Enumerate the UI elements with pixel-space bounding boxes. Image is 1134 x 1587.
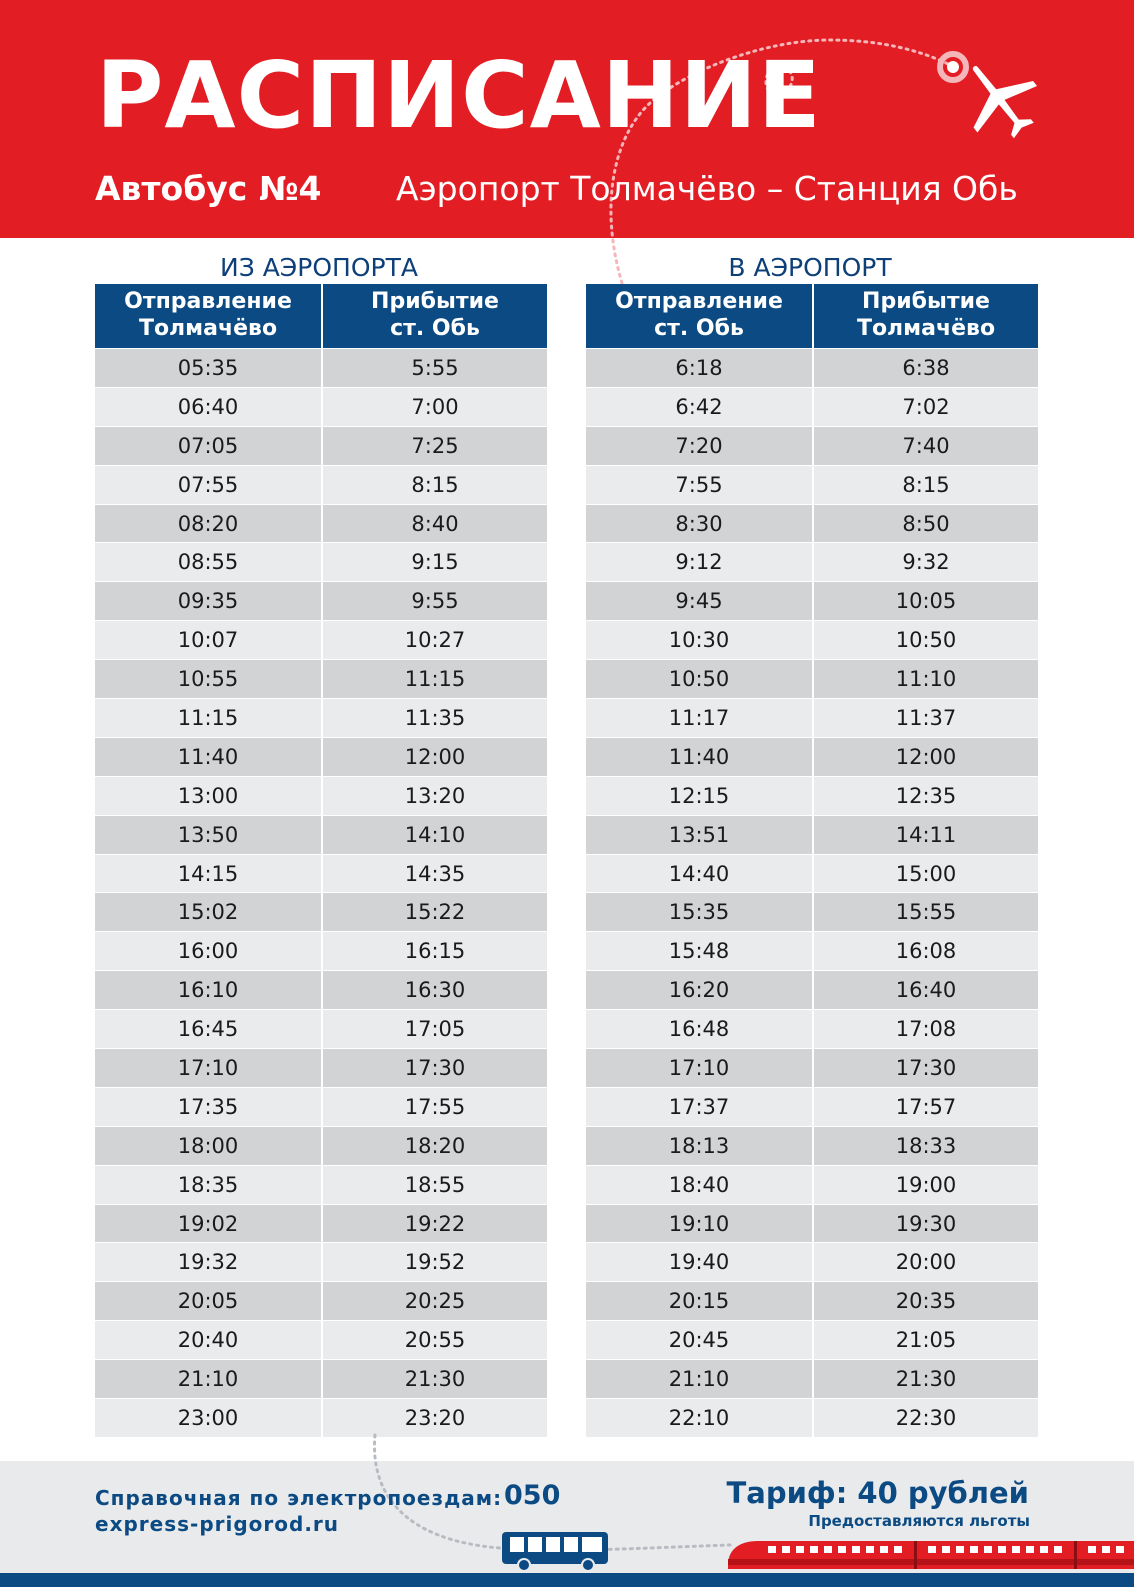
departure-time: 18:35	[177, 1172, 239, 1197]
table-row	[586, 1359, 1038, 1398]
train-icon	[728, 1535, 1134, 1573]
departure-time: 11:15	[177, 706, 239, 731]
arrival-time: 21:30	[321, 1360, 547, 1398]
table-body	[95, 348, 547, 1437]
arrival-time: 12:00	[812, 738, 1038, 776]
arrival-time: 22:30	[812, 1399, 1038, 1437]
arrival-time: 17:55	[321, 1088, 547, 1126]
arrival-time: 8:15	[812, 466, 1038, 504]
departure-time: 11:17	[668, 706, 730, 731]
arrival-time: 13:20	[321, 777, 547, 815]
table-row	[95, 1009, 547, 1048]
departure-time: 11:40	[668, 744, 730, 769]
arrival-time: 17:05	[321, 1010, 547, 1048]
arrival-time: 8:50	[812, 505, 1038, 543]
arrival-time: 17:30	[812, 1049, 1038, 1087]
arrival-time: 19:00	[812, 1166, 1038, 1204]
arrival-time: 23:20	[321, 1399, 547, 1437]
arrival-time: 20:00	[812, 1243, 1038, 1281]
arrival-time: 7:02	[812, 388, 1038, 426]
departure-time: 12:15	[668, 783, 730, 808]
bus-number-label: Автобус №4	[95, 169, 322, 208]
route-label: Аэропорт Толмачёво – Станция Обь	[396, 169, 1018, 208]
header-departure-tolmachevo	[95, 284, 321, 348]
table-row	[95, 348, 547, 387]
table-row	[95, 1320, 547, 1359]
arrival-time: 7:40	[812, 427, 1038, 465]
table-row	[95, 465, 547, 504]
table-row	[586, 387, 1038, 426]
arrival-time: 21:05	[812, 1321, 1038, 1359]
table-row	[586, 931, 1038, 970]
table-row	[586, 542, 1038, 581]
table-row	[586, 854, 1038, 893]
arrival-time: 7:25	[321, 427, 547, 465]
header-line: Прибытие	[862, 289, 990, 314]
arrival-time: 16:08	[812, 932, 1038, 970]
arrival-time: 21:30	[812, 1360, 1038, 1398]
table-row	[95, 1165, 547, 1204]
departure-time: 19:10	[668, 1211, 730, 1236]
header-arrival-ob	[321, 284, 547, 348]
arrival-time: 9:55	[321, 582, 547, 620]
arrival-time: 7:00	[321, 388, 547, 426]
departure-time: 10:50	[668, 667, 730, 692]
departure-time: 22:10	[668, 1406, 730, 1431]
table-row	[586, 815, 1038, 854]
page-title: РАСПИСАНИЕ	[96, 42, 822, 149]
table-row	[586, 1087, 1038, 1126]
departure-time: 9:45	[675, 589, 723, 614]
departure-time: 18:40	[668, 1172, 730, 1197]
departure-time: 08:20	[177, 511, 239, 536]
table-row	[95, 1359, 547, 1398]
table-row	[95, 970, 547, 1009]
arrival-time: 20:55	[321, 1321, 547, 1359]
table-row	[95, 581, 547, 620]
table-row	[95, 776, 547, 815]
header-arrival-tolmachevo	[812, 284, 1038, 348]
table-row	[586, 1126, 1038, 1165]
departure-time: 19:32	[177, 1250, 239, 1275]
arrival-time: 15:55	[812, 893, 1038, 931]
header-line: ст. Обь	[654, 316, 744, 341]
bus-icon	[500, 1530, 612, 1572]
table-row	[586, 1242, 1038, 1281]
departure-time: 6:18	[675, 356, 723, 380]
table-row	[586, 426, 1038, 465]
departure-time: 7:55	[675, 472, 723, 497]
website-link[interactable]: express-prigorod.ru	[95, 1512, 340, 1536]
departure-time: 17:10	[177, 1056, 239, 1081]
table-row	[586, 1320, 1038, 1359]
table-row	[586, 1398, 1038, 1437]
airplane-icon	[955, 55, 1045, 145]
departure-time: 17:37	[668, 1094, 730, 1119]
departure-time: 9:12	[675, 550, 723, 575]
table-row	[95, 1398, 547, 1437]
to-airport-title: В АЭРОПОРТ	[728, 253, 892, 282]
departure-time: 16:00	[177, 939, 239, 964]
departure-time: 14:15	[177, 861, 239, 886]
arrival-time: 17:30	[321, 1049, 547, 1087]
table-row	[586, 892, 1038, 931]
header-line: ст. Обь	[390, 316, 480, 341]
arrival-time: 11:15	[321, 660, 547, 698]
departure-time: 14:40	[668, 861, 730, 886]
table-row	[586, 970, 1038, 1009]
arrival-time: 9:32	[812, 543, 1038, 581]
departure-time: 15:48	[668, 939, 730, 964]
arrival-time: 17:08	[812, 1010, 1038, 1048]
table-row	[95, 815, 547, 854]
table-row	[95, 1242, 547, 1281]
table-row	[95, 1281, 547, 1320]
arrival-time: 10:50	[812, 621, 1038, 659]
departure-time: 8:30	[675, 511, 723, 536]
arrival-time: 12:00	[321, 738, 547, 776]
footer-stripe	[0, 1573, 1134, 1587]
help-line-number[interactable]: 050	[504, 1480, 561, 1511]
departure-time: 11:40	[177, 744, 239, 769]
departure-time: 10:55	[177, 667, 239, 692]
departure-time: 16:45	[177, 1017, 239, 1042]
arrival-time: 15:00	[812, 855, 1038, 893]
arrival-time: 20:25	[321, 1282, 547, 1320]
table-header	[586, 284, 1038, 348]
table-row	[586, 698, 1038, 737]
table-row	[586, 1204, 1038, 1243]
departure-time: 10:30	[668, 628, 730, 653]
departure-time: 6:42	[675, 394, 723, 419]
table-row	[586, 465, 1038, 504]
arrival-time: 10:05	[812, 582, 1038, 620]
departure-time: 07:55	[177, 472, 239, 497]
arrival-time: 12:35	[812, 777, 1038, 815]
departure-time: 20:40	[177, 1328, 239, 1353]
table-row	[586, 659, 1038, 698]
from-airport-table	[95, 284, 547, 1437]
arrival-time: 14:11	[812, 816, 1038, 854]
header-departure-ob	[586, 284, 812, 348]
departure-time: 17:35	[177, 1094, 239, 1119]
departure-time: 10:07	[177, 628, 239, 653]
departure-time: 23:00	[177, 1406, 239, 1431]
departure-time: 17:10	[668, 1056, 730, 1081]
table-row	[95, 387, 547, 426]
table-row	[586, 348, 1038, 387]
table-row	[586, 1281, 1038, 1320]
departure-time: 13:50	[177, 822, 239, 847]
to-airport-table	[586, 284, 1038, 1437]
arrival-time: 14:35	[321, 855, 547, 893]
departure-time: 16:48	[668, 1017, 730, 1042]
arrival-time: 10:27	[321, 621, 547, 659]
departure-time: 18:00	[177, 1133, 239, 1158]
departure-time: 05:35	[177, 356, 239, 380]
table-header	[95, 284, 547, 348]
arrival-time: 16:15	[321, 932, 547, 970]
departure-time: 16:10	[177, 978, 239, 1003]
table-row	[586, 737, 1038, 776]
table-row	[95, 854, 547, 893]
arrival-time: 11:37	[812, 699, 1038, 737]
departure-time: 21:10	[177, 1367, 239, 1392]
table-row	[95, 737, 547, 776]
table-row	[586, 581, 1038, 620]
arrival-time: 16:30	[321, 971, 547, 1009]
table-row	[95, 542, 547, 581]
arrival-time: 20:35	[812, 1282, 1038, 1320]
departure-time: 20:45	[668, 1328, 730, 1353]
arrival-time: 11:35	[321, 699, 547, 737]
benefits-note: Предоставляются льготы	[808, 1512, 1030, 1530]
departure-time: 16:20	[668, 978, 730, 1003]
departure-time: 08:55	[177, 550, 239, 575]
departure-time: 20:05	[177, 1289, 239, 1314]
table-row	[586, 620, 1038, 659]
from-airport-title: ИЗ АЭРОПОРТА	[220, 253, 418, 282]
arrival-time: 11:10	[812, 660, 1038, 698]
departure-time: 19:02	[177, 1211, 239, 1236]
table-row	[95, 892, 547, 931]
table-row	[95, 1087, 547, 1126]
fare-label: Тариф: 40 рублей	[726, 1476, 1029, 1510]
arrival-time: 19:30	[812, 1205, 1038, 1243]
table-row	[95, 1048, 547, 1087]
table-row	[586, 1165, 1038, 1204]
departure-time: 18:13	[668, 1133, 730, 1158]
departure-time: 13:51	[668, 822, 730, 847]
departure-time: 20:15	[668, 1289, 730, 1314]
arrival-time: 18:20	[321, 1127, 547, 1165]
arrival-time: 16:40	[812, 971, 1038, 1009]
arrival-time: 17:57	[812, 1088, 1038, 1126]
departure-time: 06:40	[177, 394, 239, 419]
table-row	[95, 1126, 547, 1165]
table-row	[95, 659, 547, 698]
header-line: Прибытие	[371, 289, 499, 314]
header-line: Толмачёво	[856, 316, 996, 341]
arrival-time: 19:52	[321, 1243, 547, 1281]
help-line-label: Справочная по электропоездам:	[95, 1486, 503, 1510]
header-line: Отправление	[124, 289, 292, 314]
arrival-time: 15:22	[321, 893, 547, 931]
arrival-time: 8:15	[321, 466, 547, 504]
arrival-time: 5:55	[321, 349, 547, 387]
table-row	[95, 1204, 547, 1243]
departure-time: 07:05	[177, 433, 239, 458]
arrival-time: 6:38	[812, 349, 1038, 387]
table-row	[586, 504, 1038, 543]
table-row	[95, 620, 547, 659]
arrival-time: 18:55	[321, 1166, 547, 1204]
departure-time: 15:02	[177, 900, 239, 925]
departure-time: 15:35	[668, 900, 730, 925]
arrival-time: 18:33	[812, 1127, 1038, 1165]
header-line: Толмачёво	[138, 316, 278, 341]
departure-time: 13:00	[177, 783, 239, 808]
table-row	[95, 504, 547, 543]
table-row	[586, 776, 1038, 815]
table-row	[95, 931, 547, 970]
arrival-time: 8:40	[321, 505, 547, 543]
departure-time: 09:35	[177, 589, 239, 614]
table-body	[586, 348, 1038, 1437]
departure-time: 7:20	[675, 433, 723, 458]
header-line: Отправление	[615, 289, 783, 314]
arrival-time: 19:22	[321, 1205, 547, 1243]
table-row	[95, 698, 547, 737]
departure-time: 19:40	[668, 1250, 730, 1275]
table-row	[586, 1048, 1038, 1087]
table-row	[586, 1009, 1038, 1048]
arrival-time: 14:10	[321, 816, 547, 854]
departure-time: 21:10	[668, 1367, 730, 1392]
table-row	[95, 426, 547, 465]
arrival-time: 9:15	[321, 543, 547, 581]
